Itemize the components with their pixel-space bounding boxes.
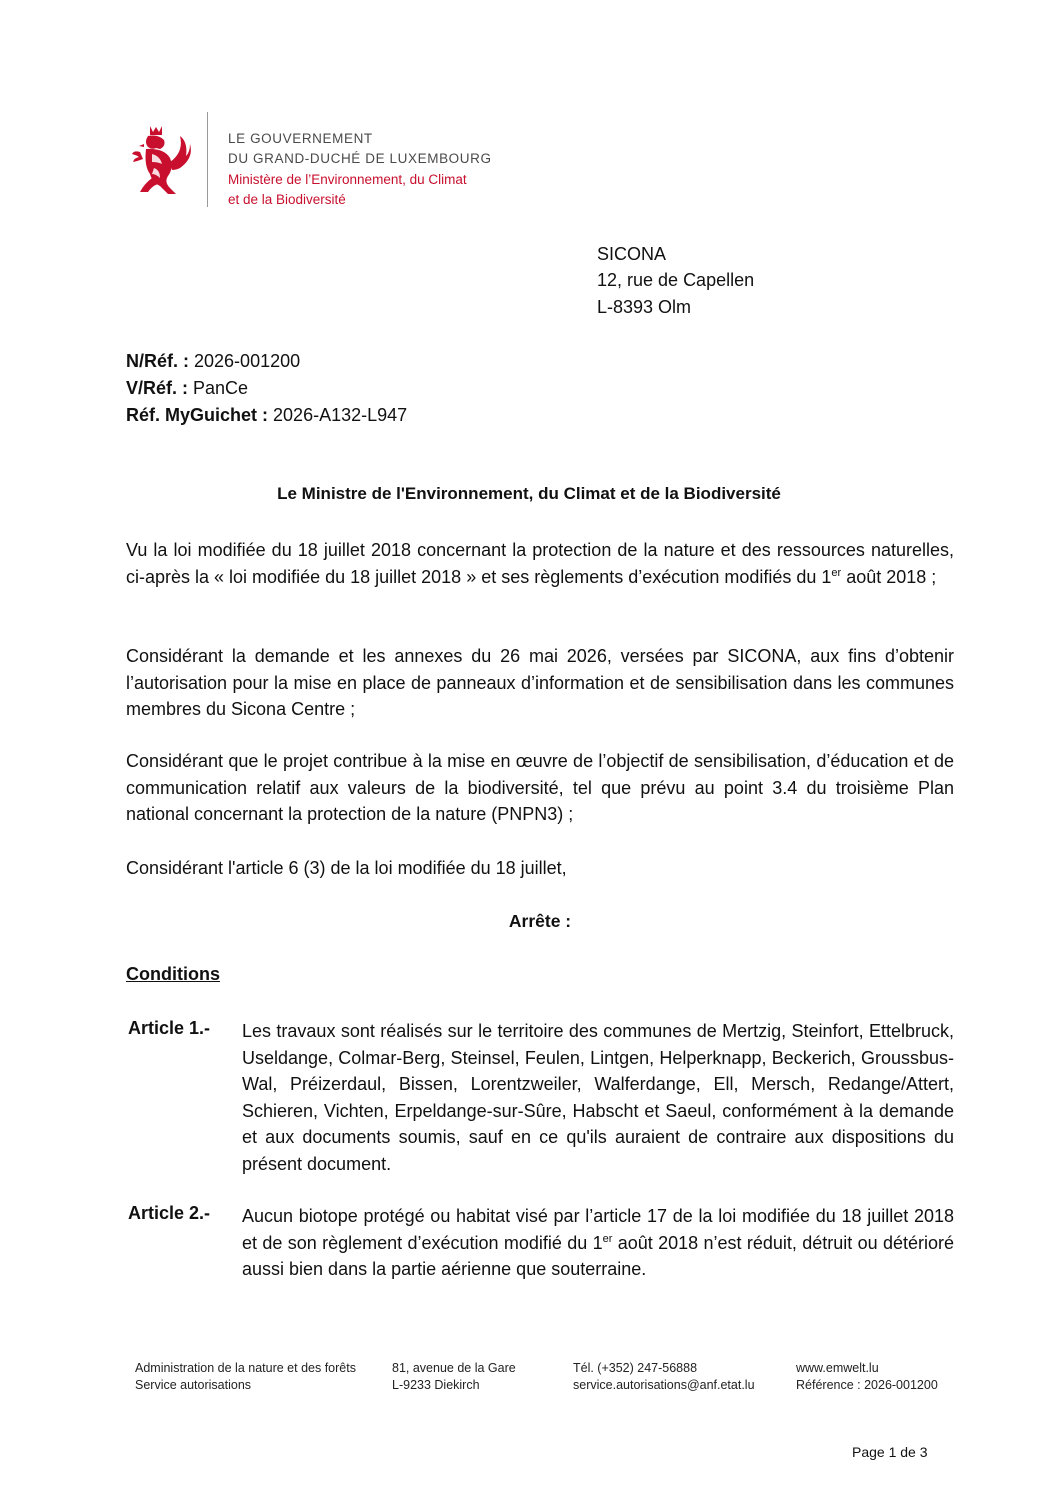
footer-service-name: Service autorisations (135, 1377, 252, 1392)
ministry-name-line1: Ministère de l’Environnement, du Climat (228, 172, 467, 187)
page-number: Page 1 de 3 (852, 1444, 928, 1460)
myguichet-reference (126, 405, 407, 426)
superscript: er (602, 1232, 613, 1245)
article-1-text (242, 1018, 954, 1177)
recipient-name: SICONA (597, 244, 667, 264)
article-2-body: Aucun biotope protégé ou habitat visé par l’article 17 de la loi modifiée du 18 juillet 2018 et de son règlement d’exécution modifié du 1 (242, 1206, 954, 1253)
red-lion-emblem-icon (130, 122, 192, 198)
conditions-heading: Conditions (126, 964, 220, 984)
paragraph-request: Considérant la demande et les annexes du 26 mai 2026, versées par SICONA, aux fins d’obtenir l’autorisation pour la mise en place de panneaux d’information et de sensibilisation dans les communes membres du Sicona Centre ; (126, 646, 954, 719)
article-2-label: Article 2.- (128, 1203, 211, 1223)
paragraph-objective: Considérant que le projet contribue à la mise en œuvre de l’objectif de sensibilisation, d’éducation et de communication relatif aux valeurs de la biodiversité, tel que prévu au point 3.4 du troisième Plan national concernant la protection de la nature (PNPN3) ; (126, 751, 954, 824)
paragraph-article-reference: Considérant l'article 6 (3) de la loi modifiée du 18 juillet, (126, 858, 567, 878)
article-1-body: Les travaux sont réalisés sur le territoire des communes de Mertzig, Steinfort, Ettelbruck, Useldange, Colmar-Berg, Steinsel, Feulen, Lintgen, Helperknapp, Beckerich, Groussbus-Wal, Préizerdaul, Bissen, Lorentzweiler, Walferdange, Ell, Mersch, Redange/Attert, Schieren, Vichten, Erpeldange-sur-Sûre, Habscht et Saeul, conformément à la demande et aux documents soumis, sauf en ce qu'ils auraient de contraire aux dispositions du présent document. (242, 1021, 954, 1174)
government-name-line1: LE GOUVERNEMENT (228, 131, 373, 146)
your-reference-value: PanCe (193, 378, 249, 398)
article-1-label: Article 1.- (128, 1018, 211, 1038)
footer-web (796, 1360, 938, 1393)
footer-contact (573, 1360, 755, 1393)
footer-city: L-9233 Diekirch (392, 1377, 480, 1392)
footer-street: 81, avenue de la Gare (392, 1361, 516, 1375)
article-2-text (242, 1203, 954, 1283)
myguichet-reference-value: 2026-A132-L947 (273, 405, 408, 425)
decree-heading: Arrête : (508, 911, 572, 931)
superscript: er (831, 566, 842, 579)
our-reference-label: N/Réf. : (126, 351, 189, 371)
footer-reference: Référence : 2026-001200 (796, 1377, 938, 1392)
article-2-body-end: août 2018 n’est réduit, détruit ou détérioré aussi bien dans la partie aérienne que souterraine. (242, 1232, 954, 1279)
footer-administration (135, 1360, 356, 1393)
footer-phone: Tél. (+352) 247-56888 (573, 1361, 698, 1375)
recipient-city: L-8393 Olm (597, 297, 692, 317)
paragraph-legal-basis (126, 537, 954, 590)
our-reference (126, 351, 300, 372)
paragraph-legal-basis-end: août 2018 ; (841, 566, 937, 587)
footer-administration-name: Administration de la nature et des forêts (135, 1361, 356, 1375)
footer-email: service.autorisations@anf.etat.lu (573, 1377, 755, 1392)
recipient-street: 12, rue de Capellen (597, 270, 755, 290)
footer-website: www.emwelt.lu (796, 1361, 879, 1375)
your-reference (126, 378, 248, 399)
our-reference-value: 2026-001200 (194, 351, 301, 371)
ministry-name-line2: et de la Biodiversité (228, 192, 346, 207)
footer-address (392, 1360, 516, 1393)
paragraph-legal-basis-text: Vu la loi modifiée du 18 juillet 2018 concernant la protection de la nature et des ressources naturelles, ci-après la « loi modifiée du 18 juillet 2018 » et ses règlements d’exécution modifiés du 1 (126, 540, 954, 587)
myguichet-reference-label: Réf. MyGuichet : (126, 405, 269, 425)
minister-title: Le Ministre de l'Environnement, du Climat et de la Biodiversité (277, 484, 781, 503)
government-name-line2: DU GRAND-DUCHÉ DE LUXEMBOURG (228, 151, 492, 166)
header-divider (207, 112, 208, 207)
your-reference-label: V/Réf. : (126, 378, 189, 398)
